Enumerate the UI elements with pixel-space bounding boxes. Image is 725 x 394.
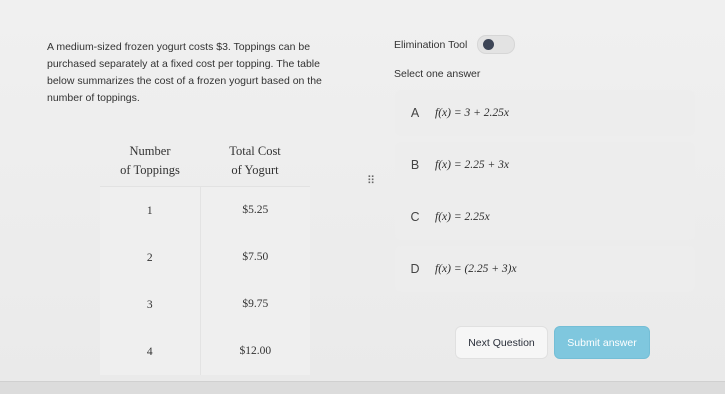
elimination-tool-toggle[interactable] [477, 35, 515, 54]
answer-prompt: Select one answer [394, 68, 481, 80]
table-row [100, 328, 310, 375]
answer-options [395, 90, 695, 298]
header-line: Total Cost [229, 144, 281, 158]
drag-handle-icon[interactable]: ⠿ [367, 175, 375, 187]
table-row [100, 234, 310, 281]
bottom-bar [0, 381, 725, 394]
table-cell: $5.25 [200, 187, 310, 234]
option-letter: C [410, 210, 420, 224]
table-header [100, 142, 310, 180]
table-cell: $7.50 [200, 234, 310, 281]
option-text: f(x) = 3 + 2.25x [435, 107, 509, 119]
header-line: of Yogurt [231, 163, 279, 177]
header-total-cost [200, 142, 310, 180]
table-cell: 4 [146, 345, 153, 358]
option-letter: A [410, 106, 420, 120]
table-row [100, 281, 310, 328]
answer-option-d[interactable] [395, 246, 695, 292]
table-cell: $12.00 [200, 328, 310, 375]
answer-option-c[interactable] [395, 194, 695, 240]
answer-option-b[interactable] [395, 142, 695, 188]
option-text: f(x) = 2.25x [435, 211, 490, 223]
table-cell: $9.75 [200, 281, 310, 328]
option-text: f(x) = (2.25 + 3)x [435, 263, 517, 275]
table-cell: 3 [146, 298, 153, 311]
cost-table [100, 142, 310, 375]
option-text: f(x) = 2.25 + 3x [435, 159, 509, 171]
submit-answer-button[interactable]: Submit answer [554, 326, 650, 359]
header-line: of Toppings [120, 163, 180, 177]
question-text: A medium-sized frozen yogurt costs $3. Toppings can be purchased separately at a fixed cost per topping. The table below summarizes the cost of a frozen yogurt based on the number of toppings. [47, 41, 322, 104]
toggle-knob [483, 39, 494, 50]
header-number-of-toppings [100, 142, 200, 180]
table-row [100, 187, 310, 234]
answer-option-a[interactable] [395, 90, 695, 136]
table-body [100, 186, 310, 375]
table-cell: 2 [146, 251, 153, 264]
elimination-tool-label: Elimination Tool [394, 39, 468, 51]
table-cell: 1 [146, 204, 153, 217]
header-line: Number [129, 144, 171, 158]
option-letter: D [410, 262, 420, 276]
next-question-button[interactable]: Next Question [455, 326, 548, 359]
option-letter: B [410, 158, 420, 172]
